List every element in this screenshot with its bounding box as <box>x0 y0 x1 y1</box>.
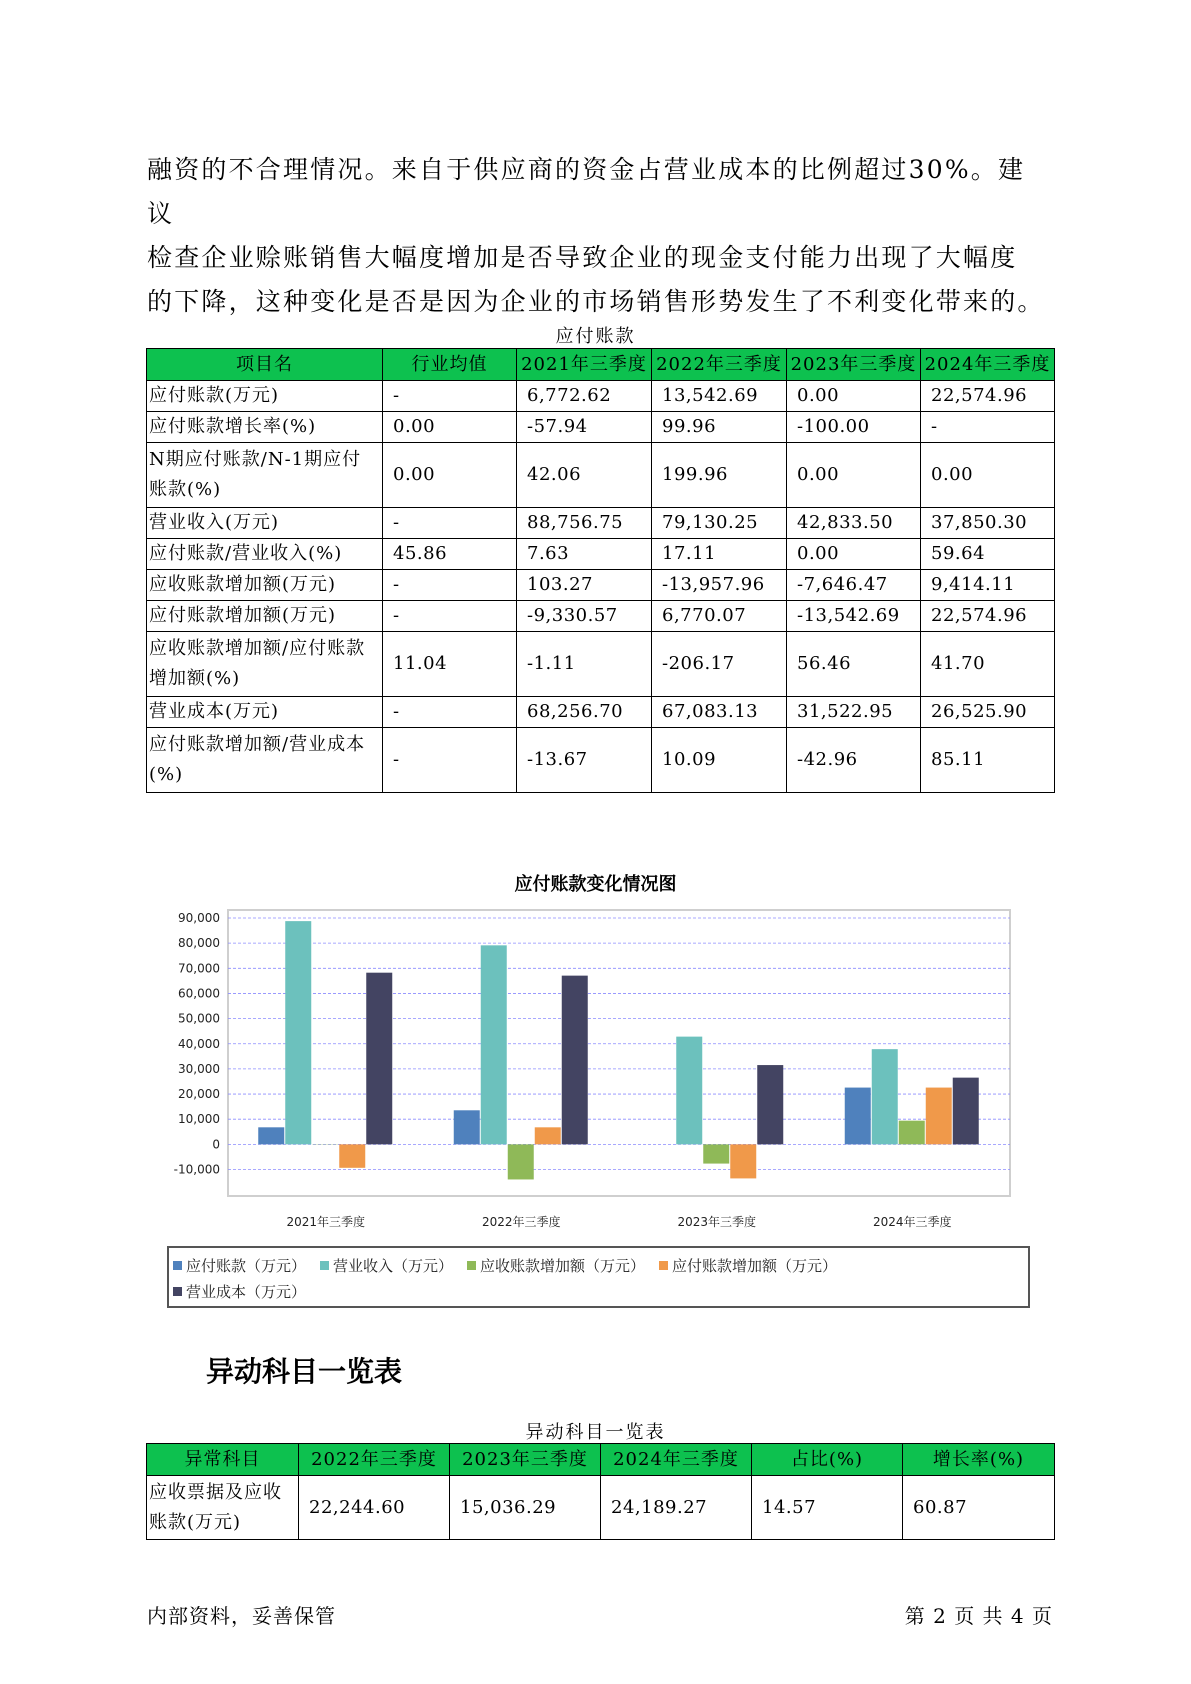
legend-label: 营业成本（万元） <box>186 1283 307 1301</box>
legend-label: 应收账款增加额（万元） <box>480 1257 646 1275</box>
value-cell: -57.94 <box>517 412 652 443</box>
value-cell: 0.00 <box>383 412 517 443</box>
bar <box>757 1065 783 1144</box>
value-cell: 56.46 <box>787 632 921 697</box>
bar <box>258 1127 284 1144</box>
header-cell: 异常科目 <box>147 1444 299 1476</box>
value-cell: 41.70 <box>921 632 1055 697</box>
bar <box>562 976 588 1145</box>
legend-label: 应付账款增加额（万元） <box>672 1257 838 1275</box>
bar <box>535 1127 561 1144</box>
value-cell: - <box>383 508 517 539</box>
footer-confidential: 内部资料，妥善保管 <box>147 1604 336 1628</box>
bar <box>872 1049 898 1144</box>
legend-item <box>173 1279 306 1305</box>
value-cell: 7.63 <box>517 539 652 570</box>
table1-caption: 应付账款 <box>555 326 636 347</box>
bar <box>454 1110 480 1144</box>
y-tick-label: 50,000 <box>178 1011 220 1026</box>
y-tick-label: 40,000 <box>178 1036 220 1051</box>
value-cell: 199.96 <box>652 443 787 508</box>
header-cell: 项目名 <box>147 349 383 381</box>
value-cell: 42,833.50 <box>787 508 921 539</box>
row-label-cell: 应收账款增加额(万元) <box>147 570 383 601</box>
value-cell: 13,542.69 <box>652 381 787 412</box>
table2-caption: 异动科目一览表 <box>525 1422 666 1443</box>
value-cell: 26,525.90 <box>921 697 1055 728</box>
value-cell: 0.00 <box>787 381 921 412</box>
table-row <box>147 1476 1055 1540</box>
value-cell: 0.00 <box>787 539 921 570</box>
legend-item <box>173 1253 306 1279</box>
value-cell: 99.96 <box>652 412 787 443</box>
value-cell: 17.11 <box>652 539 787 570</box>
value-cell: 31,522.95 <box>787 697 921 728</box>
bar <box>676 1037 702 1145</box>
row-label-cell: 应付账款/营业收入(%) <box>147 539 383 570</box>
header-cell: 行业均值 <box>383 349 517 381</box>
bar <box>953 1078 979 1145</box>
paragraph-line: 检查企业赊账销售大幅度增加是否导致企业的现金支付能力出现了大幅度 <box>147 243 1018 272</box>
value-cell: - <box>921 412 1055 443</box>
header-cell: 2024年三季度 <box>601 1444 752 1476</box>
value-cell: 67,083.13 <box>652 697 787 728</box>
x-tick-label: 2024年三季度 <box>872 1215 952 1229</box>
legend-label: 应付账款（万元） <box>186 1257 307 1275</box>
row-label-cell: 应付账款(万元) <box>147 381 383 412</box>
header-cell: 2022年三季度 <box>299 1444 450 1476</box>
value-cell: 6,772.62 <box>517 381 652 412</box>
header-cell: 增长率(%) <box>903 1444 1055 1476</box>
y-tick-label: 30,000 <box>178 1061 220 1076</box>
header-cell: 2023年三季度 <box>787 349 921 381</box>
bar <box>703 1144 729 1163</box>
value-cell: 42.06 <box>517 443 652 508</box>
x-tick-label: 2022年三季度 <box>481 1215 561 1229</box>
row-label-cell: 应收账款增加额/应付账款增加额(%) <box>147 632 383 697</box>
value-cell: - <box>383 381 517 412</box>
bar <box>366 973 392 1145</box>
footer-page-number: 第 2 页 共 4 页 <box>904 1604 1053 1628</box>
value-cell: 24,189.27 <box>601 1476 752 1540</box>
value-cell: -9,330.57 <box>517 601 652 632</box>
y-tick-label: 90,000 <box>178 911 220 925</box>
header-cell: 2023年三季度 <box>450 1444 601 1476</box>
chart-title: 应付账款变化情况图 <box>514 874 677 895</box>
value-cell: -1.11 <box>517 632 652 697</box>
value-cell: 22,244.60 <box>299 1476 450 1540</box>
bar <box>926 1088 952 1145</box>
value-cell: -100.00 <box>787 412 921 443</box>
y-tick-label: 60,000 <box>178 986 220 1001</box>
section-heading: 异动科目一览表 <box>206 1355 403 1388</box>
header-cell: 2021年三季度 <box>517 349 652 381</box>
value-cell: 11.04 <box>383 632 517 697</box>
value-cell: -206.17 <box>652 632 787 697</box>
legend-swatch <box>173 1261 182 1270</box>
bar <box>285 921 311 1144</box>
paragraph-line: 融资的不合理情况。来自于供应商的资金占营业成本的比例超过30%。建议 <box>147 155 1026 228</box>
header-cell: 2022年三季度 <box>652 349 787 381</box>
value-cell: 68,256.70 <box>517 697 652 728</box>
legend-item <box>320 1253 453 1279</box>
legend-item <box>467 1253 645 1279</box>
value-cell: 103.27 <box>517 570 652 601</box>
value-cell: 9,414.11 <box>921 570 1055 601</box>
value-cell: - <box>383 601 517 632</box>
bar <box>899 1121 925 1145</box>
value-cell: 0.00 <box>787 443 921 508</box>
row-label-cell: N期应付账款/N-1期应付账款(%) <box>147 443 383 508</box>
value-cell: - <box>383 570 517 601</box>
header-cell: 2024年三季度 <box>921 349 1055 381</box>
bar <box>339 1144 365 1167</box>
value-cell: 15,036.29 <box>450 1476 601 1540</box>
row-label-cell: 营业成本(万元) <box>147 697 383 728</box>
y-tick-label: 80,000 <box>178 936 220 951</box>
bar <box>508 1144 534 1179</box>
bar <box>481 945 507 1144</box>
value-cell: 59.64 <box>921 539 1055 570</box>
chart-legend <box>167 1246 1030 1308</box>
value-cell: - <box>383 728 517 793</box>
value-cell: - <box>383 697 517 728</box>
value-cell: 60.87 <box>903 1476 1055 1540</box>
y-tick-label: 20,000 <box>178 1087 220 1102</box>
bar <box>730 1144 756 1178</box>
row-label-cell: 应收票据及应收账款(万元) <box>147 1476 299 1540</box>
value-cell: -7,646.47 <box>787 570 921 601</box>
legend-label: 营业收入（万元） <box>333 1257 454 1275</box>
legend-swatch <box>173 1287 182 1296</box>
y-tick-label: 10,000 <box>178 1112 220 1127</box>
y-tick-label: -10,000 <box>173 1162 220 1177</box>
x-tick-label: 2021年三季度 <box>286 1215 366 1229</box>
value-cell: 6,770.07 <box>652 601 787 632</box>
row-label-cell: 应付账款增加额/营业成本(%) <box>147 728 383 793</box>
legend-item <box>659 1253 837 1279</box>
header-cell: 占比(%) <box>752 1444 903 1476</box>
row-label-cell: 应付账款增加额(万元) <box>147 601 383 632</box>
x-tick-label: 2023年三季度 <box>677 1215 757 1229</box>
row-label-cell: 应付账款增长率(%) <box>147 412 383 443</box>
abnormal-items-table <box>146 1443 1055 1540</box>
value-cell: 14.57 <box>752 1476 903 1540</box>
value-cell: 22,574.96 <box>921 601 1055 632</box>
table-header-row <box>147 1444 1055 1476</box>
value-cell: 85.11 <box>921 728 1055 793</box>
value-cell: 0.00 <box>921 443 1055 508</box>
value-cell: 22,574.96 <box>921 381 1055 412</box>
bar <box>845 1088 871 1145</box>
legend-swatch <box>659 1261 668 1270</box>
y-tick-label: 70,000 <box>178 961 220 976</box>
value-cell: 10.09 <box>652 728 787 793</box>
value-cell: -13,542.69 <box>787 601 921 632</box>
value-cell: 88,756.75 <box>517 508 652 539</box>
value-cell: 79,130.25 <box>652 508 787 539</box>
value-cell: 45.86 <box>383 539 517 570</box>
value-cell: -42.96 <box>787 728 921 793</box>
y-tick-label: 0 <box>212 1137 220 1152</box>
value-cell: -13,957.96 <box>652 570 787 601</box>
value-cell: 37,850.30 <box>921 508 1055 539</box>
row-label-cell: 营业收入(万元) <box>147 508 383 539</box>
legend-swatch <box>467 1261 476 1270</box>
paragraph-line: 的下降，这种变化是否是因为企业的市场销售形势发生了不利变化带来的。 <box>147 287 1045 316</box>
value-cell: 0.00 <box>383 443 517 508</box>
value-cell: -13.67 <box>517 728 652 793</box>
legend-swatch <box>320 1261 329 1270</box>
